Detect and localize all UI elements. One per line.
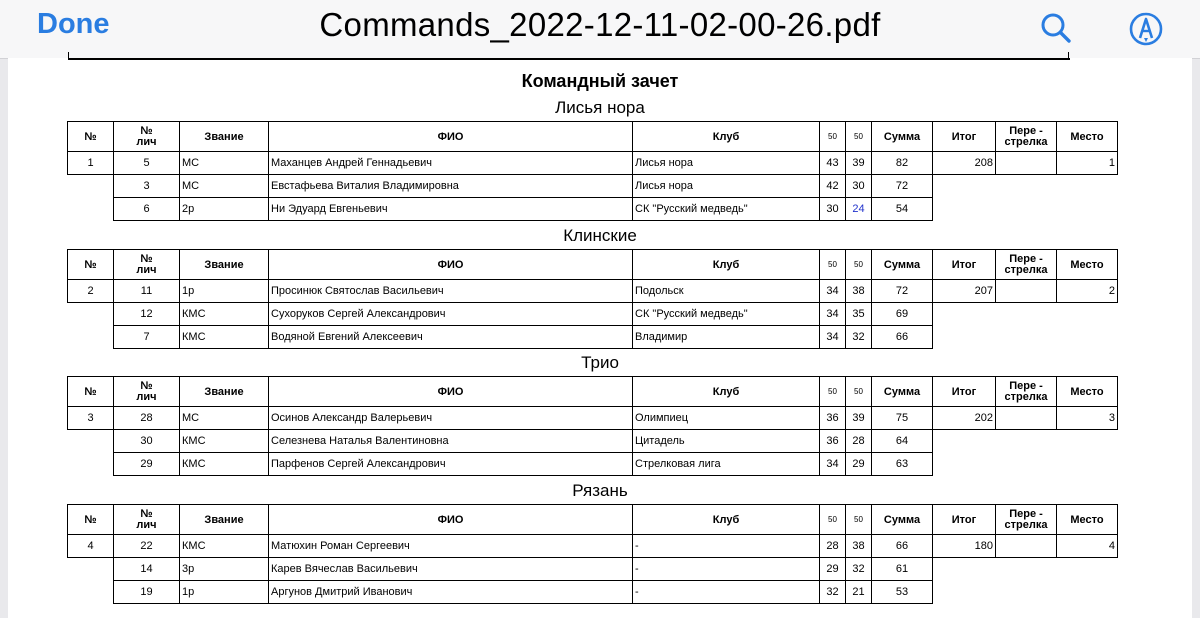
club: -: [633, 558, 820, 581]
col-header-lich-line1: №: [140, 379, 153, 392]
col-header-shootoff: [996, 122, 1057, 152]
rank: МС: [180, 407, 269, 430]
empty-cell: [68, 303, 114, 326]
column-header: Клуб: [633, 250, 820, 280]
club: -: [633, 581, 820, 604]
empty-cell: [996, 326, 1057, 349]
team-name: Рязань: [572, 481, 628, 500]
athlete-name: Парфенов Сергей Александрович: [269, 453, 633, 476]
column-header: Место: [1057, 505, 1118, 535]
team-total: 180: [933, 535, 996, 558]
column-header: Клуб: [633, 377, 820, 407]
score-series-2: 32: [846, 326, 872, 349]
col-header-lich: [114, 505, 180, 535]
score-sum: 61: [872, 558, 933, 581]
rank: 1р: [180, 581, 269, 604]
rank: 1р: [180, 280, 269, 303]
column-header: 50: [846, 122, 872, 152]
club: СК "Русский медведь": [633, 303, 820, 326]
rank: КМС: [180, 535, 269, 558]
athlete-name: Ни Эдуард Евгеньевич: [269, 198, 633, 221]
col-header-lich-line2: лич: [136, 135, 157, 148]
col-header-shootoff-line2: стрелка: [1004, 263, 1048, 276]
score-series-1: 34: [820, 303, 846, 326]
document-title: Commands_2022-12-11-02-00-26.pdf: [319, 6, 881, 43]
table-header-row: [68, 377, 1118, 407]
table-row: [68, 453, 1118, 476]
score-series-2: 24: [846, 198, 872, 221]
markup-pen-icon[interactable]: [1126, 9, 1166, 49]
col-header-lich: [114, 122, 180, 152]
club: Подольск: [633, 280, 820, 303]
empty-cell: [68, 581, 114, 604]
page-top-border-right: [1068, 52, 1069, 60]
col-header-shootoff-line2: стрелка: [1004, 518, 1048, 531]
col-header-shootoff: [996, 250, 1057, 280]
personal-number: 7: [114, 326, 180, 349]
column-header: Клуб: [633, 122, 820, 152]
empty-cell: [68, 326, 114, 349]
column-header: 50: [820, 250, 846, 280]
athlete-name: Просинюк Святослав Васильевич: [269, 280, 633, 303]
empty-cell: [1057, 581, 1118, 604]
empty-cell: [68, 430, 114, 453]
table-row: [68, 430, 1118, 453]
rank: КМС: [180, 430, 269, 453]
table-header-row: [68, 122, 1118, 152]
column-header: №: [68, 250, 114, 280]
rank: 3р: [180, 558, 269, 581]
rank: МС: [180, 175, 269, 198]
empty-cell: [996, 581, 1057, 604]
shootoff: [996, 152, 1057, 175]
team-number: 3: [68, 407, 114, 430]
personal-number: 3: [114, 175, 180, 198]
col-header-shootoff-line1: Пере -: [1009, 124, 1043, 137]
column-header: 50: [820, 377, 846, 407]
personal-number: 11: [114, 280, 180, 303]
athlete-name: Осинов Александр Валерьевич: [269, 407, 633, 430]
personal-number: 14: [114, 558, 180, 581]
score-sum: 72: [872, 280, 933, 303]
column-header: ФИО: [269, 505, 633, 535]
team-table: [67, 504, 1118, 604]
score-series-2: 32: [846, 558, 872, 581]
empty-cell: [996, 558, 1057, 581]
table-header-row: [68, 250, 1118, 280]
team-name: Лисья нора: [555, 98, 645, 117]
page-top-border: [68, 58, 1070, 60]
athlete-name: Маханцев Андрей Геннадьевич: [269, 152, 633, 175]
col-header-lich-line2: лич: [136, 518, 157, 531]
column-header: 50: [820, 505, 846, 535]
club: СК "Русский медведь": [633, 198, 820, 221]
column-header: 50: [846, 505, 872, 535]
col-header-lich: [114, 250, 180, 280]
col-header-lich: [114, 377, 180, 407]
empty-cell: [68, 558, 114, 581]
column-header: Место: [1057, 377, 1118, 407]
table-header-row: [68, 505, 1118, 535]
table-row: [68, 152, 1118, 175]
column-header: Итог: [933, 377, 996, 407]
empty-cell: [1057, 175, 1118, 198]
score-series-2: 39: [846, 152, 872, 175]
table-row: [68, 303, 1118, 326]
col-header-shootoff-line2: стрелка: [1004, 390, 1048, 403]
athlete-name: Евстафьева Виталия Владимировна: [269, 175, 633, 198]
club: Цитадель: [633, 430, 820, 453]
col-header-shootoff-line1: Пере -: [1009, 252, 1043, 265]
table-row: [68, 198, 1118, 221]
empty-cell: [68, 453, 114, 476]
empty-cell: [933, 198, 996, 221]
column-header: ФИО: [269, 122, 633, 152]
table-row: [68, 326, 1118, 349]
col-header-lich-line1: №: [140, 507, 153, 520]
empty-cell: [1057, 430, 1118, 453]
score-sum: 63: [872, 453, 933, 476]
column-header: Итог: [933, 250, 996, 280]
column-header: ФИО: [269, 377, 633, 407]
column-header: 50: [846, 250, 872, 280]
column-header: Сумма: [872, 250, 933, 280]
col-header-shootoff-line1: Пере -: [1009, 507, 1043, 520]
score-series-1: 36: [820, 407, 846, 430]
score-series-2: 35: [846, 303, 872, 326]
empty-cell: [1057, 453, 1118, 476]
team-total: 207: [933, 280, 996, 303]
personal-number: 28: [114, 407, 180, 430]
empty-cell: [68, 198, 114, 221]
column-header: Звание: [180, 122, 269, 152]
score-sum: 66: [872, 326, 933, 349]
rank: КМС: [180, 326, 269, 349]
team-table: [67, 249, 1118, 349]
table-row: [68, 558, 1118, 581]
personal-number: 5: [114, 152, 180, 175]
shootoff: [996, 535, 1057, 558]
column-header: №: [68, 377, 114, 407]
team-name: Трио: [581, 353, 619, 372]
personal-number: 12: [114, 303, 180, 326]
personal-number: 22: [114, 535, 180, 558]
empty-cell: [996, 303, 1057, 326]
score-series-1: 32: [820, 581, 846, 604]
score-series-1: 34: [820, 326, 846, 349]
col-header-lich-line1: №: [140, 124, 153, 137]
column-header: Сумма: [872, 505, 933, 535]
empty-cell: [1057, 198, 1118, 221]
shootoff: [996, 407, 1057, 430]
empty-cell: [1057, 303, 1118, 326]
score-series-2: 29: [846, 453, 872, 476]
score-sum: 72: [872, 175, 933, 198]
column-header: Итог: [933, 122, 996, 152]
score-series-2: 28: [846, 430, 872, 453]
club: Стрелковая лига: [633, 453, 820, 476]
table-row: [68, 175, 1118, 198]
empty-cell: [933, 581, 996, 604]
score-series-2: 38: [846, 535, 872, 558]
team-number: 4: [68, 535, 114, 558]
empty-cell: [933, 453, 996, 476]
empty-cell: [933, 326, 996, 349]
column-header: №: [68, 505, 114, 535]
empty-cell: [1057, 558, 1118, 581]
rank: КМС: [180, 303, 269, 326]
score-series-1: 36: [820, 430, 846, 453]
athlete-name: Аргунов Дмитрий Иванович: [269, 581, 633, 604]
score-series-2: 39: [846, 407, 872, 430]
column-header: ФИО: [269, 250, 633, 280]
document-heading: Командный зачет: [521, 71, 679, 91]
column-header: 50: [846, 377, 872, 407]
score-series-1: 43: [820, 152, 846, 175]
team-place: 3: [1057, 407, 1118, 430]
col-header-lich-line1: №: [140, 252, 153, 265]
team-number: 2: [68, 280, 114, 303]
score-series-1: 42: [820, 175, 846, 198]
team-place: 4: [1057, 535, 1118, 558]
club: Лисья нора: [633, 175, 820, 198]
club: -: [633, 535, 820, 558]
column-header: 50: [820, 122, 846, 152]
empty-cell: [996, 175, 1057, 198]
personal-number: 19: [114, 581, 180, 604]
score-sum: 54: [872, 198, 933, 221]
score-sum: 66: [872, 535, 933, 558]
column-header: Звание: [180, 250, 269, 280]
team-name: Клинские: [563, 226, 637, 245]
empty-cell: [933, 175, 996, 198]
score-sum: 82: [872, 152, 933, 175]
rank: 2р: [180, 198, 269, 221]
personal-number: 6: [114, 198, 180, 221]
column-header: Клуб: [633, 505, 820, 535]
table-row: [68, 280, 1118, 303]
empty-cell: [933, 430, 996, 453]
empty-cell: [933, 558, 996, 581]
team-total: 208: [933, 152, 996, 175]
team-table: [67, 121, 1118, 221]
athlete-name: Матюхин Роман Сергеевич: [269, 535, 633, 558]
team-place: 2: [1057, 280, 1118, 303]
athlete-name: Карев Вячеслав Васильевич: [269, 558, 633, 581]
personal-number: 30: [114, 430, 180, 453]
column-header: Звание: [180, 505, 269, 535]
column-header: Сумма: [872, 122, 933, 152]
col-header-shootoff-line2: стрелка: [1004, 135, 1048, 148]
empty-cell: [996, 453, 1057, 476]
column-header: Звание: [180, 377, 269, 407]
score-sum: 53: [872, 581, 933, 604]
club: Олимпиец: [633, 407, 820, 430]
col-header-lich-line2: лич: [136, 390, 157, 403]
empty-cell: [1057, 326, 1118, 349]
score-sum: 69: [872, 303, 933, 326]
team-number: 1: [68, 152, 114, 175]
score-series-1: 34: [820, 280, 846, 303]
col-header-lich-line2: лич: [136, 263, 157, 276]
team-table: [67, 376, 1118, 476]
column-header: Итог: [933, 505, 996, 535]
empty-cell: [68, 175, 114, 198]
column-header: Сумма: [872, 377, 933, 407]
score-series-2: 30: [846, 175, 872, 198]
shootoff: [996, 280, 1057, 303]
team-place: 1: [1057, 152, 1118, 175]
column-header: Место: [1057, 122, 1118, 152]
search-icon[interactable]: [1036, 9, 1076, 49]
empty-cell: [996, 430, 1057, 453]
personal-number: 29: [114, 453, 180, 476]
navigation-bar: [0, 0, 1200, 59]
score-series-1: 28: [820, 535, 846, 558]
page-top-border-left: [68, 52, 69, 60]
score-series-1: 34: [820, 453, 846, 476]
score-sum: 75: [872, 407, 933, 430]
table-row: [68, 535, 1118, 558]
col-header-shootoff: [996, 377, 1057, 407]
empty-cell: [933, 303, 996, 326]
table-row: [68, 407, 1118, 430]
rank: МС: [180, 152, 269, 175]
column-header: Место: [1057, 250, 1118, 280]
column-header: №: [68, 122, 114, 152]
athlete-name: Сухоруков Сергей Александрович: [269, 303, 633, 326]
score-series-2: 21: [846, 581, 872, 604]
club: Владимир: [633, 326, 820, 349]
pdf-page[interactable]: [8, 58, 1192, 618]
club: Лисья нора: [633, 152, 820, 175]
col-header-shootoff: [996, 505, 1057, 535]
athlete-name: Водяной Евгений Алексеевич: [269, 326, 633, 349]
score-series-2: 38: [846, 280, 872, 303]
athlete-name: Селезнева Наталья Валентиновна: [269, 430, 633, 453]
rank: КМС: [180, 453, 269, 476]
done-button[interactable]: Done: [37, 8, 110, 40]
empty-cell: [996, 198, 1057, 221]
score-series-1: 29: [820, 558, 846, 581]
table-row: [68, 581, 1118, 604]
score-series-1: 30: [820, 198, 846, 221]
col-header-shootoff-line1: Пере -: [1009, 379, 1043, 392]
team-total: 202: [933, 407, 996, 430]
score-sum: 64: [872, 430, 933, 453]
